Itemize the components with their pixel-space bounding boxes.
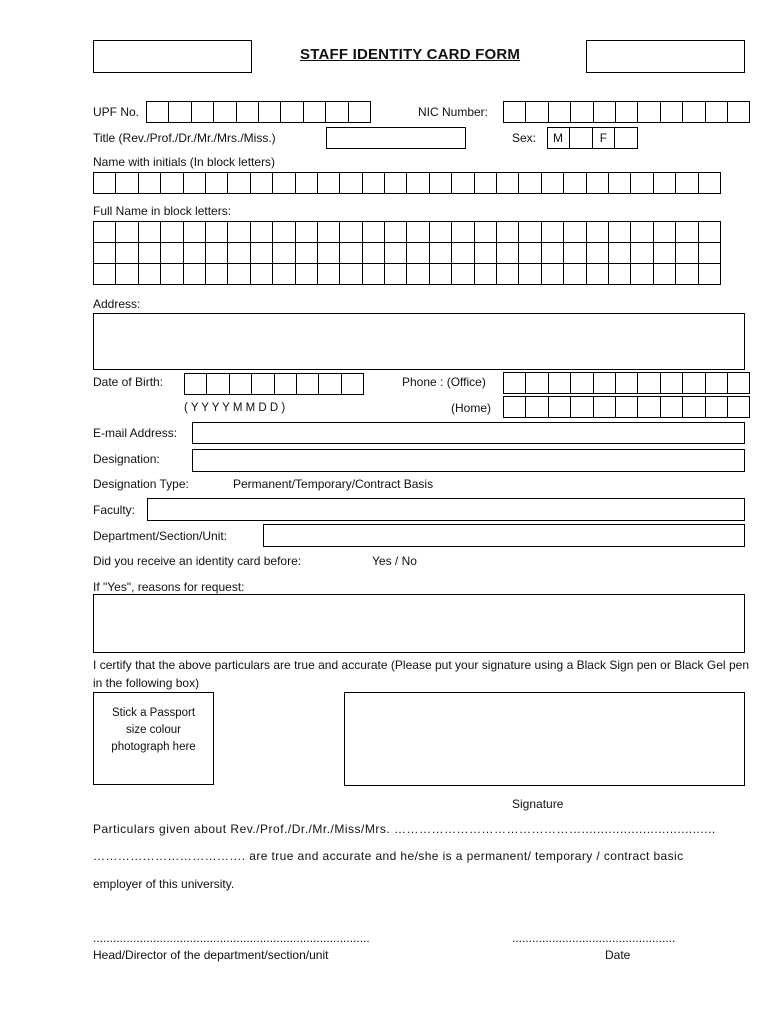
verification-line-1: Particulars given about Rev./Prof./Dr./Mr./Miss/Mrs. ………………………………………................................... [93,822,716,836]
signature-box[interactable] [344,692,745,786]
faculty-input[interactable] [147,498,745,521]
address-label: Address: [93,297,141,311]
title-input[interactable] [326,127,466,149]
reasons-input[interactable] [93,594,745,653]
faculty-label: Faculty: [93,503,136,517]
sex-options[interactable] [547,127,638,149]
sex-m-label: M [553,131,563,145]
email-label: E-mail Address: [93,426,178,440]
name-initials-input[interactable] [93,172,721,194]
verification-line-2: ………………………………. are true and accurate and he/she is a permanent/ temporary / contract basic [93,849,684,863]
page-title: STAFF IDENTITY CARD FORM [300,46,521,63]
sex-label: Sex: [512,131,537,145]
photo-instruction: Stick a Passport size colour photograph here [111,707,196,753]
dob-input[interactable] [184,373,364,395]
sex-f-label: F [599,131,608,145]
date-label: Date [605,948,631,962]
signature-label: Signature [512,797,564,811]
designation-type-label: Designation Type: [93,477,189,491]
address-input[interactable] [93,313,745,370]
date-signature-line: ................................................. [512,931,676,945]
reasons-label: If "Yes", reasons for request: [93,580,245,594]
full-name-label: Full Name in block letters: [93,204,232,218]
designation-type-options[interactable]: Permanent/Temporary/Contract Basis [233,477,434,491]
head-director-label: Head/Director of the department/section/unit [93,948,329,962]
name-initials-label: Name with initials (In block letters) [93,155,276,169]
dob-format: ( Y Y Y Y M M D D ) [184,402,286,414]
phone-office-input[interactable] [503,372,750,394]
certification-text: I certify that the above particulars are true and accurate (Please put your signature using a Black Sign pen or Black Gel pen in the following box) [93,658,749,690]
department-input[interactable] [263,524,745,547]
designation-label: Designation: [93,452,160,466]
department-label: Department/Section/Unit: [93,529,228,543]
nic-input[interactable] [503,101,750,123]
full-name-input[interactable] [93,221,721,285]
designation-input[interactable] [192,449,745,472]
photo-box[interactable] [93,692,214,785]
header-left-box [93,40,252,73]
nic-label: NIC Number: [418,105,489,119]
phone-home-label: (Home) [451,401,492,415]
header-right-box [586,40,745,73]
verification-line-3: employer of this university. [93,877,235,891]
head-signature-line: ................................................................................... [93,931,370,945]
email-input[interactable] [192,422,745,444]
title-label: Title (Rev./Prof./Dr./Mr./Mrs./Miss.) [93,131,276,145]
prev-card-label: Did you receive an identity card before: [93,554,302,568]
phone-home-input[interactable] [503,396,750,418]
prev-card-options[interactable]: Yes / No [372,554,417,568]
phone-office-label: Phone : (Office) [402,375,486,389]
dob-label: Date of Birth: [93,375,164,389]
upf-label: UPF No. [93,105,140,119]
upf-input[interactable] [146,101,371,123]
